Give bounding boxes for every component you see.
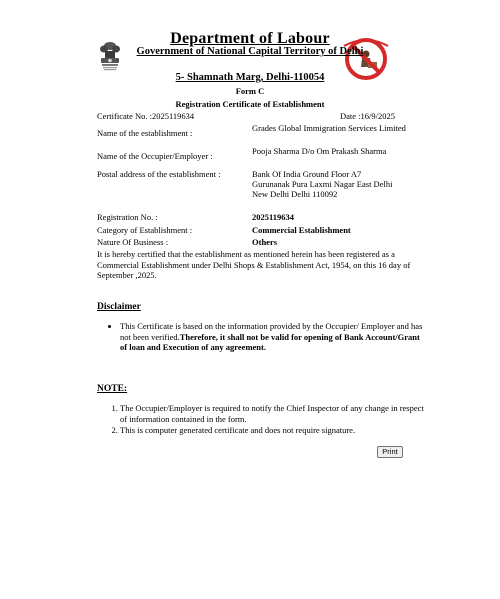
postal-address-value: Bank Of India Ground Floor A7 Gurunanak Pura Laxmi Nagar East Delhi New Delhi Delhi 110092 (252, 169, 393, 199)
occupier-label: Name of the Occupier/Employer : (97, 151, 213, 161)
registration-value: 2025119634 (252, 212, 295, 222)
category-value: Commercial Establishment (252, 225, 351, 235)
disclaimer-item (120, 321, 428, 353)
postal-address-label: Postal address of the establishment : (97, 169, 221, 179)
form-subtitle: Registration Certificate of Establishment (175, 99, 325, 109)
registration-label: Registration No. : (97, 212, 158, 222)
department-title: Department of Labour (170, 30, 330, 47)
note-list (97, 403, 428, 437)
form-name: Form C (235, 86, 265, 96)
disclaimer-warning: Therefore, it shall not be valid for opening of Bank Account/Grant of loan and Execution of any agreement. (120, 331, 420, 352)
print-button[interactable]: Print (377, 446, 403, 458)
certificate-number: Certificate No. :2025119634 (97, 111, 195, 121)
department-address: 5- Shamnath Marg, Delhi-110054 (175, 72, 325, 83)
note-heading: NOTE: (97, 384, 128, 394)
certificate-date: Date :16/9/2025 (340, 111, 396, 121)
category-label: Category of Establishment : (97, 225, 193, 235)
business-value: Others (252, 237, 278, 247)
business-label: Nature Of Business : (97, 237, 169, 247)
disclaimer-heading: Disclaimer (97, 302, 141, 312)
establishment-value: Grades Global Immigration Services Limited (252, 123, 406, 133)
disclaimer-text: This Certificate is based on the information provided by the Occupier/ Employer and has not been verified. (120, 321, 423, 342)
disclaimer-list (97, 321, 428, 353)
government-name: Government of National Capital Territory of Delhi (136, 46, 364, 57)
occupier-value: Pooja Sharma D/o Om Prakash Sharma (252, 146, 387, 156)
certification-text: It is hereby certified that the establishment as mentioned herein has been registered as a Commercial Establishment under Delhi Shops & Establishment Act, 1954, on this 16 day of September ,2025. (97, 249, 411, 280)
note-item: 1. The Occupier/Employer is required to notify the Chief Inspector of any change in respect of information contained in the form. (120, 403, 428, 424)
establishment-label: Name of the establishment : (97, 128, 193, 138)
note-item: 2. This is computer generated certificate and does not require signature. (120, 425, 428, 436)
